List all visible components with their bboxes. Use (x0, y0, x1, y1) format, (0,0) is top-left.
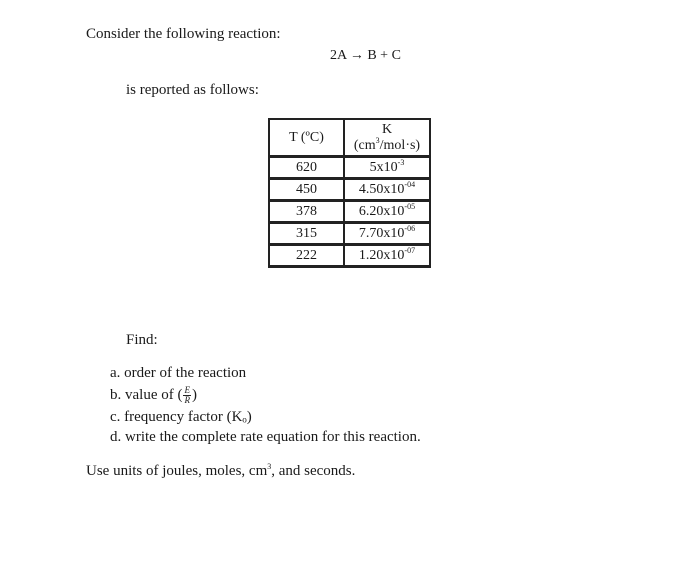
find-heading: Find: (126, 332, 158, 348)
k-mantissa: 6.20x10 (358, 203, 405, 219)
k-exponent: -04 (404, 179, 416, 189)
rate-constant-cell (344, 201, 430, 223)
k-mantissa: 1.20x10 (358, 247, 405, 263)
units-exponent: 3 (267, 462, 272, 471)
question-d: d. write the complete rate equation for this reaction. (110, 429, 421, 445)
k-exponent: -07 (404, 245, 416, 255)
header-rate-constant (344, 119, 430, 157)
temperature-cell: 315 (269, 223, 344, 245)
k-exponent: -3 (397, 157, 405, 167)
fraction-denominator: R (184, 395, 190, 405)
units-instruction (86, 463, 355, 480)
fraction-numerator: E (184, 385, 190, 395)
e-over-r-fraction (183, 386, 191, 405)
question-b-close: ) (191, 386, 197, 403)
k-exponent: -05 (404, 201, 416, 211)
table-row (269, 157, 430, 179)
table-row (269, 245, 430, 267)
reaction-equation: 2A → B + C (330, 48, 401, 63)
k-exponent: -06 (404, 223, 416, 233)
question-b (110, 386, 197, 405)
table-header-row (269, 119, 430, 157)
intro-text: Consider the following reaction: (86, 26, 281, 42)
rate-constant-cell (344, 245, 430, 267)
header-k-unit-pre: (cm (353, 137, 376, 153)
units-text: Use units of joules, moles, cm (86, 463, 268, 479)
header-k-units (353, 135, 421, 154)
rate-constant-table (268, 118, 431, 268)
temperature-cell: 450 (269, 179, 344, 201)
temperature-cell: 620 (269, 157, 344, 179)
header-k-symbol: K (381, 121, 393, 137)
table-row (269, 201, 430, 223)
table-row (269, 179, 430, 201)
temperature-cell: 378 (269, 201, 344, 223)
rate-constant-cell (344, 179, 430, 201)
k-mantissa: 5x10 (369, 159, 398, 175)
rate-constant-cell (344, 157, 430, 179)
table-row (269, 223, 430, 245)
question-c: c. frequency factor (Kₒ) (110, 409, 252, 425)
header-k-unit-exp: 3 (375, 135, 380, 145)
units-text-end: , and seconds. (271, 463, 356, 479)
header-k-unit-post: /mol·s) (379, 137, 421, 153)
k-mantissa: 7.70x10 (358, 225, 405, 241)
header-temperature: T (ºC) (269, 119, 344, 157)
question-b-text: b. value of ( (110, 386, 183, 403)
k-mantissa: 4.50x10 (358, 181, 405, 197)
question-a: a. order of the reaction (110, 365, 247, 381)
rate-constant-cell (344, 223, 430, 245)
temperature-cell: 222 (269, 245, 344, 267)
reported-text: is reported as follows: (126, 82, 259, 98)
